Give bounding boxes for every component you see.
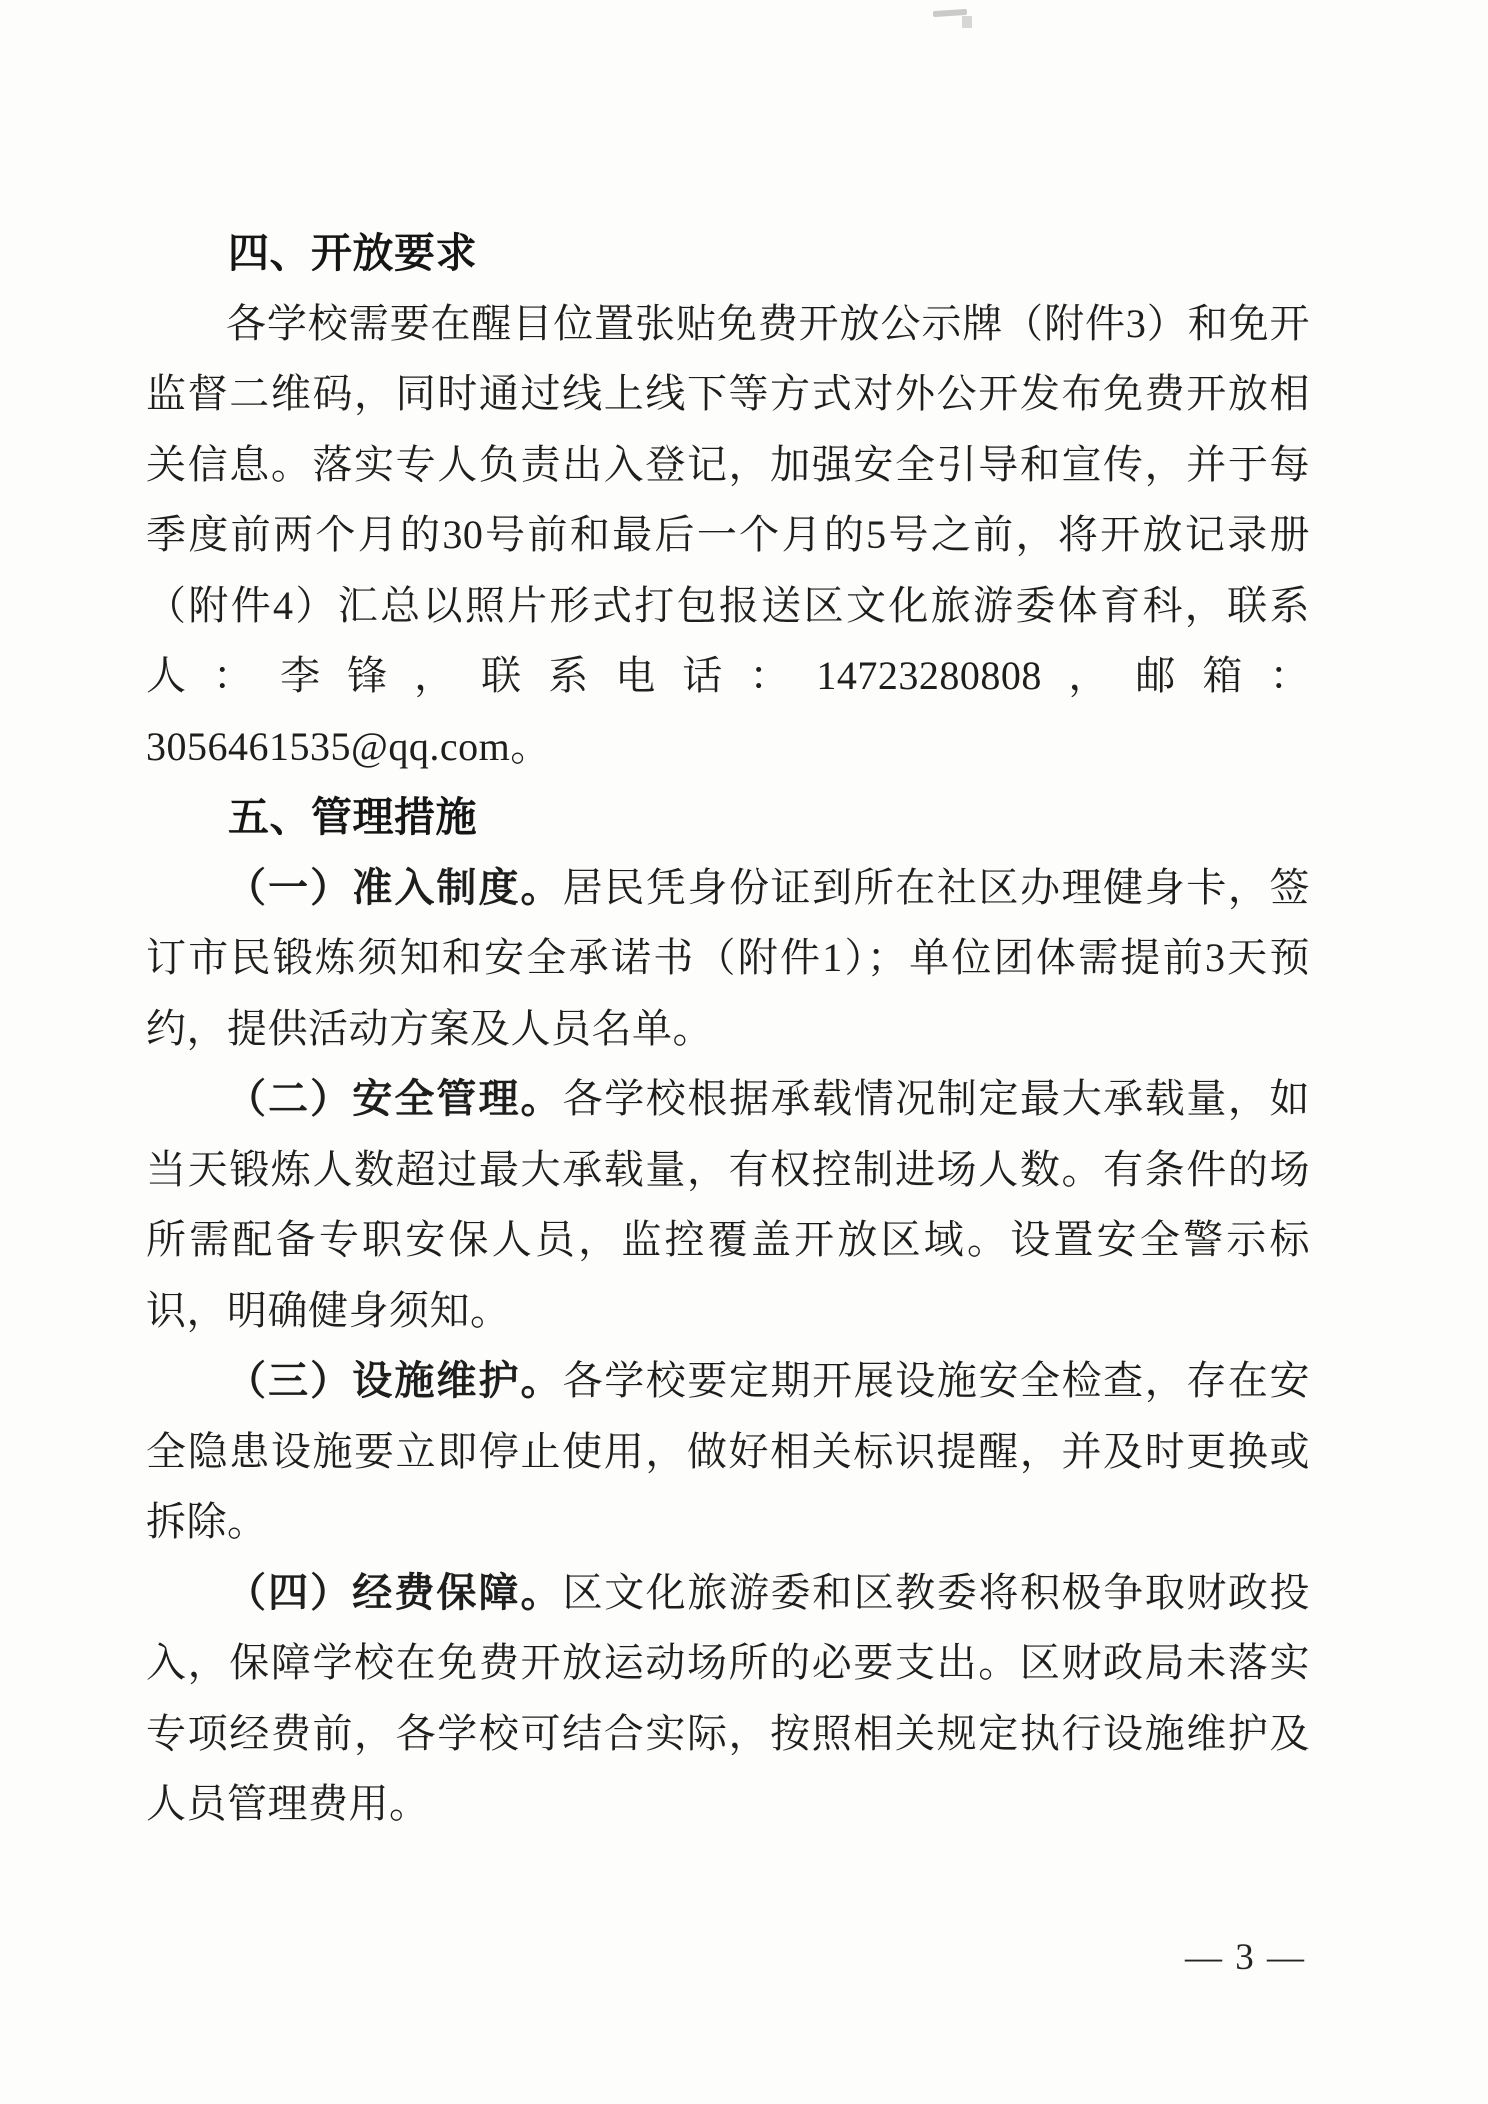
scan-artifact [962,16,972,28]
paragraph-text: 各学校要定期开展设施安全检查，存在安全隐患设施要立即停止使用，做好相关标识提醒，并及时更换或拆除。 [146,1358,1311,1544]
paragraph-facility-maintenance [146,1346,1310,1558]
paragraph-text: 各学校需要在醒目位置张贴免费开放公示牌（附件3）和免开监督二维码，同时通过线上线下等方式对外公开发布免费开放相关信息。落实专人负责出入登记，加强安全引导和宣传，并于每季度前两个月的30号前和最后一个月的5号之前，将开放记录册（附件4）汇总以照片形式打包报送区文化旅游委体育科，联系人：李锋，联系电话：14723280808，邮箱：3056461535@qq.com。 [146,300,1310,769]
paragraph-text: 区文化旅游委和区教委将积极争取财政投入，保障学校在免费开放运动场所的必要支出。区财政局未落实专项经费前，各学校可结合实际，按照相关规定执行设施维护及人员管理费用。 [146,1569,1311,1826]
paragraph-text: 各学校根据承载情况制定最大承载量，如当天锻炼人数超过最大承载量，有权控制进场人数。有条件的场所需配备专职安保人员，监控覆盖开放区域。设置安全警示标识，明确健身须知。 [146,1076,1311,1333]
paragraph-text: 居民凭身份证到所在社区办理健身卡，签订市民锻炼须知和安全承诺书（附件1）；单位团体需提前3天预约，提供活动方案及人员名单。 [146,864,1311,1051]
paragraph-lead: （二）安全管理。 [226,1076,563,1121]
paragraph-access-system [146,853,1310,1065]
section-heading-opening-requirements: 四、开放要求 [228,230,477,276]
section-heading-management-measures: 五、管理措施 [228,794,477,840]
paragraph-lead: （三）设施维护。 [226,1358,563,1403]
paragraph-opening-requirements [146,289,1310,783]
paragraph-lead: （一）准入制度。 [226,864,563,910]
page-number: — 3 — [1185,1937,1306,1978]
document-body [146,218,1310,1840]
paragraph-safety-management [146,1064,1310,1346]
paragraph-lead: （四）经费保障。 [226,1569,563,1615]
paragraph-funding-guarantee [146,1558,1310,1840]
